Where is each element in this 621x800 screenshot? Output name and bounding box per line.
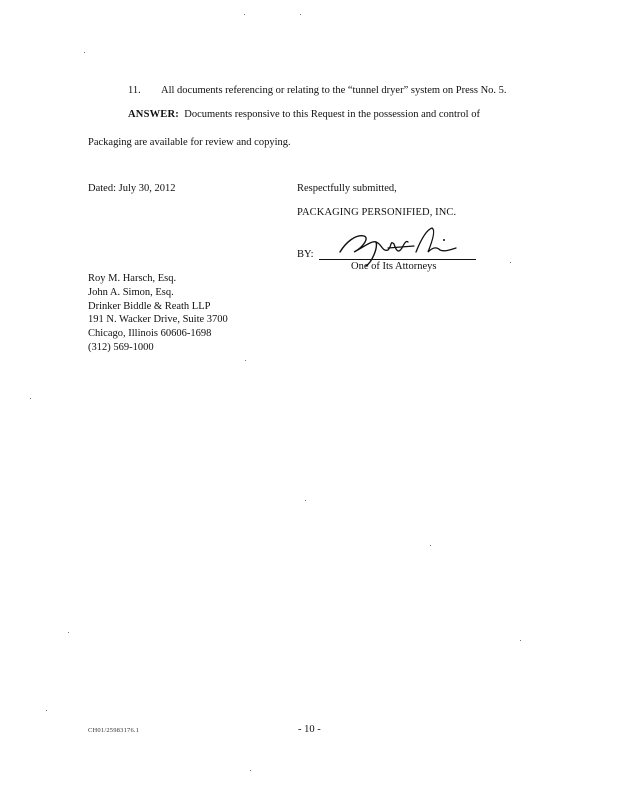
dated-line: Dated: July 30, 2012 [88, 183, 176, 194]
scan-speck [510, 262, 511, 263]
signature-line [319, 259, 476, 260]
counsel-block [88, 272, 228, 355]
scan-speck [84, 52, 85, 53]
request-text: All documents referencing or relating to the “tunnel dryer” system on Press No. 5. [161, 85, 507, 96]
scan-speck [30, 398, 31, 399]
company-name: PACKAGING PERSONIFIED, INC. [297, 207, 457, 218]
counsel-line: John A. Simon, Esq. [88, 286, 174, 298]
page-number: - 10 - [298, 724, 321, 735]
counsel-line: Chicago, Illinois 60606-1698 [88, 328, 212, 340]
scan-speck [430, 545, 431, 546]
scan-speck [68, 632, 69, 633]
signer-title: One of Its Attorneys [351, 261, 437, 272]
scan-speck [46, 710, 47, 711]
scan-speck [250, 770, 251, 771]
document-id: CH01/25983176.1 [88, 727, 140, 734]
scan-speck [244, 14, 245, 15]
counsel-line: (312) 569-1000 [88, 341, 154, 353]
counsel-line: 191 N. Wacker Drive, Suite 3700 [88, 314, 228, 326]
answer-text-line2: Packaging are available for review and copying. [88, 137, 291, 148]
counsel-line: Drinker Biddle & Reath LLP [88, 300, 211, 312]
request-number: 11. [128, 85, 141, 96]
counsel-line: Roy M. Harsch, Esq. [88, 273, 177, 284]
scan-speck [520, 640, 521, 641]
answer-text-line1: Documents responsive to this Request in the possession and control of [184, 109, 480, 120]
scan-speck [305, 500, 306, 501]
scan-speck [300, 14, 301, 15]
closing-text: Respectfully submitted, [297, 183, 397, 194]
by-label: BY: [297, 249, 314, 260]
answer-label: ANSWER: [128, 109, 179, 120]
scan-speck [245, 360, 246, 361]
answer-line [128, 109, 480, 120]
